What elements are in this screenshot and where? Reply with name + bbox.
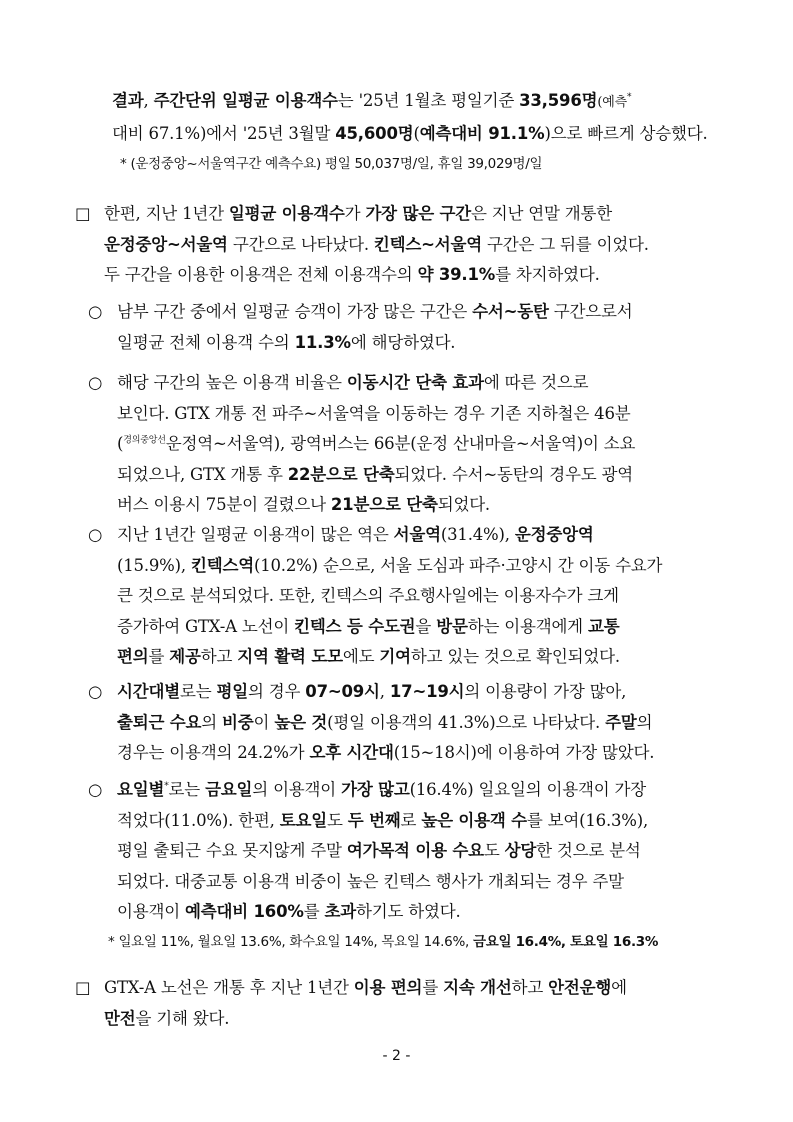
paragraph-day-of-week	[117, 775, 757, 928]
text-line: 평일 출퇴근 수요 못지않게 주말 여가목적 이용 수요도 상당한 것으로 분석	[117, 841, 641, 860]
circle-bullet-icon: ○	[88, 780, 103, 799]
circle-bullet-icon: ○	[88, 373, 103, 392]
circle-bullet-icon: ○	[88, 682, 103, 701]
text-line: 적었다(11.0%). 한편, 토요일도 두 번째로 높은 이용객 수를 보여(16.3%),	[117, 810, 649, 830]
text-line: 대비 67.1%)에서 '25년 3월말 45,600명(예측대비 91.1%)으로 빠르게 상승했다.	[112, 123, 708, 143]
paragraph-time-reduction	[117, 368, 757, 521]
text-line: 남부 구간 중에서 일평균 승객이 가장 많은 구간은 수서~동탄 구간으로서	[117, 302, 633, 321]
text-line: (15.9%), 킨텍스역(10.2%) 순으로, 서울 도심과 파주·고양시 간 이동 수요가	[117, 555, 663, 575]
paragraph-busiest-stations	[117, 520, 757, 673]
text-line: 되었으나, GTX 개통 후 22분으로 단축되었다. 수서~동탄의 경우도 광역	[117, 464, 633, 484]
text-line: 만전을 기해 왔다.	[104, 1008, 230, 1028]
text-line: 편의를 제공하고 지역 활력 도모에도 기여하고 있는 것으로 확인되었다.	[117, 647, 620, 666]
text-line: 증가하여 GTX-A 노선이 킨텍스 등 수도권을 방문하는 이용객에게 교통	[117, 616, 620, 636]
text-line: 지난 1년간 일평균 이용객이 많은 역은 서울역(31.4%), 운정중앙역	[117, 525, 594, 544]
text-line: 해당 구간의 높은 이용객 비율은 이동시간 단축 효과에 따른 것으로	[117, 373, 589, 392]
text-line: GTX-A 노선은 개통 후 지난 1년간 이용 편의를 지속 개선하고 안전운행에	[104, 978, 627, 997]
circle-bullet-icon: ○	[88, 525, 103, 544]
footnote-weekday-share: * 일요일 11%, 월요일 13.6%, 화수요일 14%, 목요일 14.6%, 금요일 16.4%, 토요일 16.3%	[108, 934, 659, 950]
footnote-forecast: * (운정중앙~서울역구간 예측수요) 평일 50,037명/일, 휴일 39,029명/일	[120, 156, 543, 172]
text-line: 출퇴근 수요의 비중이 높은 것(평일 이용객의 41.3%)으로 나타났다. 주말의	[117, 712, 653, 732]
text-line: 경우는 이용객의 24.2%가 오후 시간대(15~18시)에 이용하여 가장 많았다.	[117, 743, 655, 762]
paragraph-result	[112, 86, 752, 149]
text-line: 한편, 지난 1년간 일평균 이용객수가 가장 많은 구간은 지난 연말 개통한	[104, 204, 613, 223]
paragraph-busiest-section	[104, 199, 754, 291]
paragraph-safety	[104, 973, 754, 1034]
text-line: 두 구간을 이용한 이용객은 전체 이용객수의 약 39.1%를 차지하였다.	[104, 265, 600, 284]
square-bullet-icon: □	[75, 204, 91, 223]
paragraph-southern-section	[117, 297, 757, 358]
text-line: 큰 것으로 분석되었다. 또한, 킨텍스의 주요행사일에는 이용자수가 크게	[117, 586, 619, 605]
text-line: 보인다. GTX 개통 전 파주~서울역을 이동하는 경우 기존 지하철은 46분	[117, 403, 631, 423]
text-line: 버스 이용시 75분이 걸렸으나 21분으로 단축되었다.	[117, 495, 490, 514]
square-bullet-icon: □	[75, 978, 91, 997]
circle-bullet-icon: ○	[88, 302, 103, 321]
text-line: 요일별*로는 금요일의 이용객이 가장 많고(16.4%) 일요일의 이용객이 가장	[117, 780, 647, 799]
text-line: 운정중앙~서울역 구간으로 나타났다. 킨텍스~서울역 구간은 그 뒤를 이었다.	[104, 234, 649, 254]
text-line: ($^{경의중앙선}$운정역~서울역), 광역버스는 66분(운정 산내마을~서울역)이 소요	[117, 434, 636, 453]
page-number: - 2 -	[382, 1048, 411, 1064]
text-line: 시간대별로는 평일의 경우 07~09시, 17~19시의 이용량이 가장 많아,	[117, 682, 627, 701]
text-line: 일평균 전체 이용객 수의 11.3%에 해당하였다.	[117, 332, 456, 352]
text-line: 결과, 주간단위 일평균 이용객수는 '25년 1월초 평일기준 33,596명(예측*	[112, 91, 632, 110]
text-line: 이용객이 예측대비 160%를 초과하기도 하였다.	[117, 902, 461, 921]
text-line: 되었다. 대중교통 이용객 비중이 높은 킨텍스 행사가 개최되는 경우 주말	[117, 871, 624, 891]
paragraph-time-of-day	[117, 677, 757, 769]
